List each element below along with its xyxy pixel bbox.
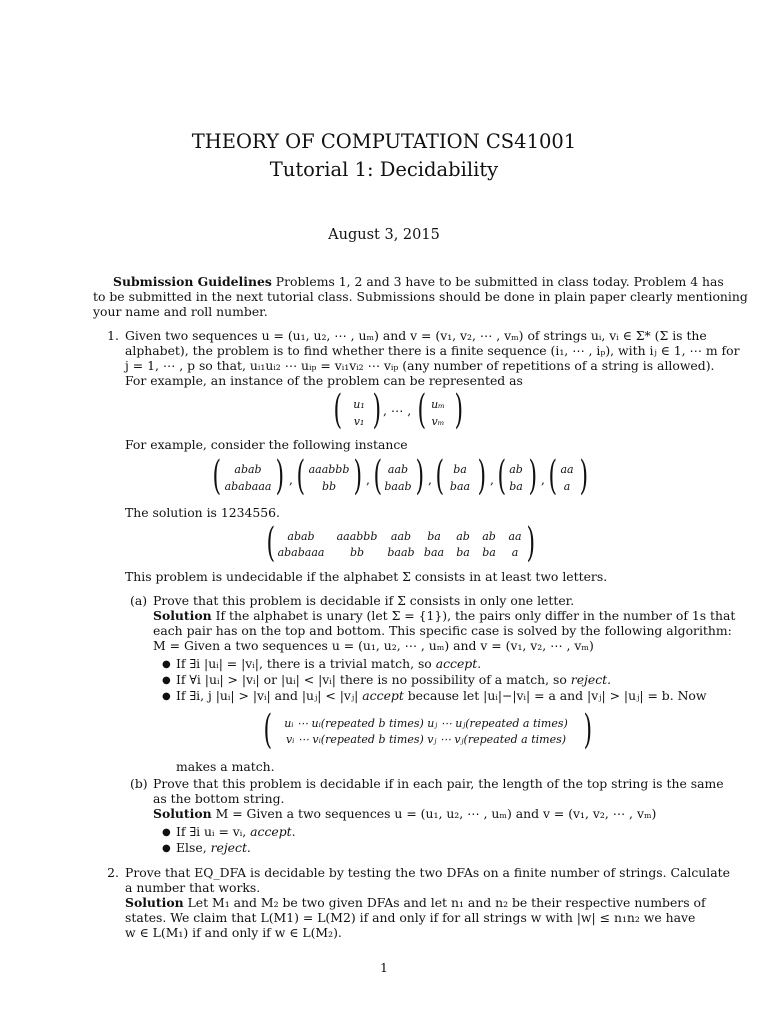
part-b-bullet-1-emph: accept. [250,824,296,839]
instance-bottom-5: ba [509,480,523,493]
problem-2-line-1: Prove that EQ_DFA is decidable by testing the two DFAs on a finite number of strings. Calculate [125,865,730,880]
part-b-question-1: Prove that this problem is decidable if in each pair, the length of the top string is the same [153,776,724,791]
problem-2-solution-line-1 [125,895,706,910]
instance-bottom-1: ababaaa [224,480,272,493]
part-a-bullet-1 [176,656,481,671]
part-a-solution-heading: Solution [153,608,212,623]
instance-rparen-5: ) [528,453,538,499]
instance-lparen-1: ( [212,453,222,499]
document-date: August 3, 2015 [328,227,440,243]
instance-rparen-4: ) [477,453,487,499]
solution-bottom-7: a [511,546,519,559]
instance-comma-4: , [490,472,494,487]
part-b-bullet-2-emph: reject. [210,840,251,855]
makes-match-text: makes a match. [176,759,275,774]
instance-rparen-3: ) [415,453,425,499]
instance-bottom-2: bb [321,480,337,493]
document-subtitle: Tutorial 1: Decidability [269,158,499,181]
problem-1-line-5: For example, consider the following instance [125,437,408,452]
guidelines-heading: Submission Guidelines [113,274,272,289]
instance-top-1: abab [234,463,262,476]
instance-comma-1: , [289,472,293,487]
generic-matrix-lparen-1: ( [333,387,343,433]
solution-top-4: ba [427,530,441,543]
part-a-bullet-3-text: If ∃i, j |uᵢ| > |vᵢ| and |uⱼ| < |vⱼ| [176,688,363,703]
instance-lparen-5: ( [497,453,507,499]
instance-top-2: aaabbb [308,463,350,476]
generic-matrix-lparen-2: ( [417,387,427,433]
instance-top-5: ab [509,463,523,476]
part-a-bullet-1-text: If ∃i |uᵢ| = |vᵢ|, there is a trivial match, so [176,656,436,671]
generic-matrix-rparen-2: ) [454,387,464,433]
solution-top-6: ab [482,530,496,543]
solution-top-2: aaabbb [336,530,378,543]
part-a-question: Prove that this problem is decidable if Σ consists in only one letter. [153,593,575,608]
part-a-solution-line-1 [153,608,735,623]
generic-matrix-bottom-1: v₁ [353,415,365,428]
part-a-label: (a) [130,593,148,608]
problem-2-solution-heading: Solution [125,895,184,910]
generic-matrix-rparen-1: ) [372,387,382,433]
bullet-icon: ● [162,843,171,854]
instance-rparen-6: ) [579,453,589,499]
solution-bottom-3: baab [387,546,415,559]
bullet-icon: ● [162,659,171,670]
solution-bottom-4: baa [423,546,445,559]
bullet-icon: ● [162,827,171,838]
solution-top-5: ab [456,530,470,543]
problem-1-line-1: Given two sequences u = (u₁, u₂, ⋯ , uₘ) and v = (v₁, v₂, ⋯ , vₘ) of strings uᵢ, vᵢ ∈ Σ* (Σ is the [125,328,707,343]
instance-bottom-4: baa [449,480,471,493]
part-a-bullet-2 [176,672,611,687]
generic-matrix-top-2: uₘ [431,398,445,411]
part-a-bullet-3-emph: accept [362,688,404,703]
generic-matrix-bottom-2: vₘ [431,415,445,428]
part-a-bullet-2-text: If ∀i |uᵢ| > |vᵢ| or |uᵢ| < |vᵢ| there is no possibility of a match, so [176,672,571,687]
match-bottom: vᵢ ⋯ vᵢ(repeated b times) vⱼ ⋯ vⱼ(repeated a times) [285,733,567,746]
part-a-bullet-2-emph: reject. [570,672,612,687]
part-b-solution-text-1: M = Given a two sequences u = (u₁, u₂, ⋯ , uₘ) and v = (v₁, v₂, ⋯ , vₘ) [211,806,657,821]
solution-bottom-2: bb [349,546,365,559]
match-top: uᵢ ⋯ uᵢ(repeated b times) uⱼ ⋯ uⱼ(repeated a times) [284,717,568,730]
problem-1-line-4: For example, an instance of the problem can be represented as [125,373,523,388]
instance-bottom-6: a [563,480,571,493]
part-b-bullet-1 [176,824,296,839]
part-a-solution-line-2: each pair has on the top and bottom. This specific case is solved by the following algorithm: [153,623,732,638]
part-b-question-2: as the bottom string. [153,791,285,806]
part-a-bullet-1-emph: accept. [435,656,482,671]
problem-1-line-3: j = 1, ⋯ , p so that, uᵢ₁uᵢ₂ ⋯ uᵢₚ = vᵢ₁vᵢ₂ ⋯ vᵢₚ (any number of repetitions of a string is allowed). [125,358,715,373]
solution-bottom-1: ababaaa [277,546,325,559]
bullet-icon: ● [162,691,171,702]
problem-2-solution-line-2: states. We claim that L(M1) = L(M2) if and only if for all strings w with |w| ≤ n₁n₂ we have [125,910,696,925]
instance-lparen-3: ( [373,453,383,499]
guidelines-line-3: your name and roll number. [93,304,268,319]
part-a-bullet-3 [176,688,707,703]
problem-2-solution-line-3: w ∈ L(M₁) if and only if w ∈ L(M₂). [125,925,342,940]
guidelines-line-1 [113,274,724,289]
page-number: 1 [380,960,388,975]
document-title: THEORY OF COMPUTATION CS41001 [191,130,577,153]
part-b-solution-line-1 [153,806,656,821]
problem-2-line-2: a number that works. [125,880,261,895]
instance-lparen-2: ( [296,453,306,499]
problem-2-number: 2. [107,865,119,880]
match-lparen: ( [263,707,273,753]
solution-bottom-6: ba [482,546,496,559]
instance-lparen-6: ( [548,453,558,499]
problem-1-number: 1. [107,328,119,343]
instance-top-4: ba [453,463,467,476]
instance-comma-3: , [428,472,432,487]
instance-lparen-4: ( [435,453,445,499]
problem-1-line-2: alphabet), the problem is to find whether there is a finite sequence (i₁, ⋯ , iₚ), with iⱼ ∈ 1, ⋯ m for [125,343,740,358]
generic-matrix-separator: , ⋯ , [383,403,412,418]
match-rparen: ) [583,707,593,753]
bullet-icon: ● [162,675,171,686]
part-a-solution-text-1: If the alphabet is unary (let Σ = {1}), the pairs only differ in the number of 1s that [211,608,736,623]
guidelines-line-2: to be submitted in the next tutorial class. Submissions should be done in plain paper clearly mentioning [93,289,748,304]
part-b-bullet-1-text: If ∃i uᵢ = vᵢ, [176,824,251,839]
part-b-bullet-2 [176,840,251,855]
instance-rparen-2: ) [353,453,363,499]
solution-bottom-5: ba [456,546,470,559]
part-b-bullet-2-text: Else, [176,840,211,855]
part-a-bullet-3-rest: because let |uᵢ|−|vᵢ| = a and |vⱼ| > |uⱼ| = b. Now [403,688,707,703]
undecidable-text: This problem is undecidable if the alphabet Σ consists in at least two letters. [125,569,608,584]
instance-top-6: aa [560,463,574,476]
solution-top-3: aab [390,530,412,543]
instance-rparen-1: ) [275,453,285,499]
generic-matrix-top-1: u₁ [353,398,365,411]
instance-top-3: aab [387,463,409,476]
solution-lparen: ( [266,520,276,566]
solution-rparen: ) [526,520,536,566]
solution-top-1: abab [287,530,315,543]
guidelines-text-1: Problems 1, 2 and 3 have to be submitted in class today. Problem 4 has [271,274,724,289]
solution-top-7: aa [508,530,522,543]
instance-comma-5: , [541,472,545,487]
part-a-solution-line-3: M = Given a two sequences u = (u₁, u₂, ⋯ , uₘ) and v = (v₁, v₂, ⋯ , vₘ) [153,638,594,653]
problem-2-solution-text-1: Let M₁ and M₂ be two given DFAs and let n₁ and n₂ be their respective numbers of [183,895,706,910]
instance-comma-2: , [366,472,370,487]
part-b-label: (b) [130,776,148,791]
instance-bottom-3: baab [384,480,412,493]
solution-text: The solution is 1234556. [125,505,280,520]
part-b-solution-heading: Solution [153,806,212,821]
